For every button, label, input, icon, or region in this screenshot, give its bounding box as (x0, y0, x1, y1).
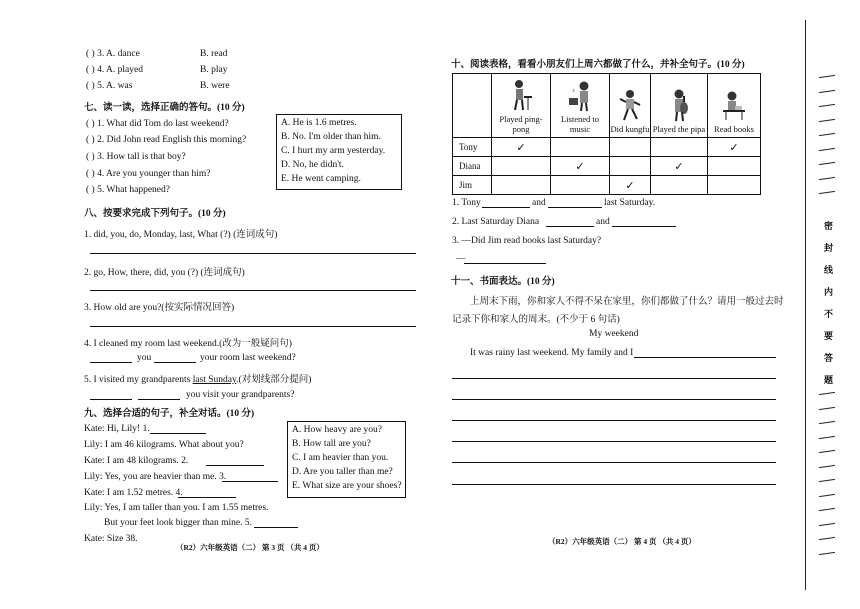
sec10-s2-blank-1[interactable] (546, 226, 594, 227)
sec7-opt-b: B. No. I'm older than him. (281, 132, 381, 142)
sec9-title: 九、选择合适的句子，补全对话。(10 分) (84, 409, 255, 419)
col-read-books: Read books (714, 124, 754, 134)
check-mark: ✓ (625, 179, 635, 192)
sec8-q5-instruction: .(对划线部分提问) (236, 375, 312, 385)
margin-dash (819, 162, 835, 165)
q6-item-5-b: B. were (200, 81, 230, 91)
margin-char: 密 (824, 221, 834, 231)
margin-dash (819, 479, 835, 482)
col-listened-to-music: Listened to music (560, 114, 599, 134)
margin-dash (819, 118, 835, 121)
margin-char: 不 (824, 309, 834, 319)
footer-left: （R2）六年级英语（二） 第 3 页 （共 4 页） (176, 543, 324, 552)
check-mark: ✓ (729, 141, 739, 154)
sec8-q2: 2. go, How, there, did, you (?) (连词成句) (84, 268, 245, 278)
sec7-q2: ( ) 2. Did John read English this morning? (86, 135, 247, 145)
sec8-q3: 3. How old are you?(按实际情况回答) (84, 303, 235, 313)
q6-item-3: ( ) 3. A. dance (86, 49, 140, 59)
margin-dash (819, 435, 835, 438)
sec11-start: It was rainy last weekend. My family and I (470, 348, 634, 358)
sec7-q4: ( ) 4. Are you younger than him? (86, 169, 211, 179)
sec8-q5-underlined: last Sunday (192, 375, 237, 385)
cell-jim-kungfu (610, 176, 651, 195)
margin-dash (819, 406, 835, 409)
row-name: Jim (453, 176, 492, 195)
margin-dash (819, 89, 835, 92)
sec9-line-7: But your feet look bigger than mine. 5. (104, 518, 253, 528)
sec9-line-3: Kate: I am 48 kilograms. 2. (84, 456, 189, 466)
margin-char: 线 (824, 265, 834, 275)
q6-item-4: ( ) 4. A. played (86, 65, 143, 75)
sec8-q5-rest: you visit your grandparents? (186, 390, 295, 400)
footer-right: （R2）六年级英语（二） 第 4 页 （共 4 页） (548, 537, 696, 546)
sec8-q4-blank-1[interactable] (90, 362, 132, 363)
sec8-q4-blank-2[interactable] (154, 362, 196, 363)
sec11-heading: My weekend (589, 329, 639, 339)
cell-tony-music (551, 138, 610, 157)
margin-rule (805, 20, 806, 590)
sec8-q4: 4. I cleaned my room last weekend.(改为一般疑问句) (84, 339, 292, 349)
svg-text:♪: ♪ (572, 88, 575, 94)
margin-dash (819, 464, 835, 467)
margin-dash (819, 421, 835, 424)
writing-line[interactable] (452, 399, 776, 400)
cell-diana-pipa (651, 157, 708, 176)
writing-line[interactable] (452, 420, 776, 421)
sec9-line-4: Lily: Yes, you are heavier than me. 3. (84, 472, 227, 482)
margin-char: 要 (824, 331, 834, 341)
sec8-q2-answer-line[interactable] (90, 290, 416, 291)
cell-diana-kungfu (610, 157, 651, 176)
sec9-opt-a: A. How heavy are you? (292, 425, 382, 435)
q6-item-4-b: B. play (200, 65, 228, 75)
sec11-prompt-2: 记录下你和家人的周末。(不少于 6 句话) (452, 315, 620, 325)
kungfu-icon (619, 88, 641, 122)
row-name: Diana (453, 157, 492, 176)
check-mark: ✓ (575, 160, 585, 173)
check-mark: ✓ (516, 141, 526, 154)
margin-char: 内 (824, 287, 834, 297)
sec7-q3: ( ) 3. How tall is that boy? (86, 152, 186, 162)
col-played-the-pipa: Played the pipa (652, 124, 706, 134)
cell-diana-ping-pong (492, 157, 551, 176)
sec9-line-8: Kate: Size 38. (84, 534, 138, 544)
sec9-line-2: Lily: I am 46 kilograms. What about you? (84, 440, 244, 450)
col-header (492, 74, 551, 138)
writing-line[interactable] (452, 441, 776, 442)
col-header (610, 74, 651, 138)
activity-table (452, 73, 761, 195)
sec7-q1: ( ) 1. What did Tom do last weekend? (86, 119, 229, 129)
margin-dash (819, 147, 835, 150)
ping-pong-icon (510, 78, 532, 112)
sec9-line-1: Kate: Hi, Lily! 1. (84, 424, 150, 434)
cell-tony-ping-pong (492, 138, 551, 157)
sec8-q3-answer-line[interactable] (90, 326, 416, 327)
sec9-line-6: Lily: Yes, I am taller than you. I am 1.55 metres. (84, 503, 269, 513)
col-header (551, 74, 610, 138)
margin-dash (819, 104, 835, 107)
margin-dash (819, 450, 835, 453)
sec8-q5 (84, 371, 311, 385)
sec9-blank-3[interactable] (222, 481, 278, 482)
margin-dash (819, 508, 835, 511)
table-row (453, 176, 761, 195)
sec9-opt-e: E. What size are your shoes? (292, 481, 402, 491)
sec10-s3-dash: — (456, 254, 466, 264)
writing-line[interactable] (452, 484, 776, 485)
sec8-q1-answer-line[interactable] (90, 253, 416, 254)
cell-diana-books (708, 157, 761, 176)
sec10-s3: 3. —Did Jim read books last Saturday? (452, 236, 602, 246)
sec10-s1-a: 1. Tony (452, 198, 481, 208)
cell-tony-books (708, 138, 761, 157)
writing-line[interactable] (634, 357, 776, 358)
cell-jim-books (708, 176, 761, 195)
sec9-line-5: Kate: I am 1.52 metres. 4. (84, 488, 183, 498)
sec8-q4-rest: your room last weekend? (200, 353, 296, 363)
sec11-prompt-1: 上周末下雨，你和家人不得不呆在家里，你们都做了什么？请用一般过去时 (470, 297, 784, 307)
margin-char: 题 (824, 375, 834, 385)
sec9-opt-c: C. I am heavier than you. (292, 453, 389, 463)
table-corner (453, 74, 492, 138)
cell-tony-kungfu (610, 138, 651, 157)
cell-diana-music (551, 157, 610, 176)
margin-dash (819, 551, 835, 554)
sec8-title: 八、按要求完成下列句子。(10 分) (84, 209, 226, 219)
sec8-q5-blank-1[interactable] (90, 399, 132, 400)
sec7-title: 七、读一读，选择正确的答句。(10 分) (84, 103, 245, 113)
margin-char: 封 (824, 243, 834, 253)
check-mark: ✓ (674, 160, 684, 173)
sec8-q5-text: 5. I visited my grandparents (84, 375, 193, 385)
sec10-s1-and: and (532, 198, 546, 208)
music-icon (569, 78, 591, 112)
sec11-title: 十一、书面表达。(10 分) (451, 277, 555, 287)
sec9-opt-d: D. Are you taller than me? (292, 467, 393, 477)
cell-jim-music (551, 176, 610, 195)
margin-dash (819, 191, 835, 194)
sec9-opt-b: B. How tall are you? (292, 439, 371, 449)
col-played-ping-pong: Played ping-pong (499, 114, 543, 134)
sec10-s2-a: 2. Last Saturday Diana (452, 217, 540, 227)
sec7-opt-d: D. No, he didn't. (281, 160, 344, 170)
sec7-opt-e: E. He went camping. (281, 174, 361, 184)
cell-tony-pipa (651, 138, 708, 157)
margin-dash (819, 75, 835, 78)
sec10-s2-blank-2[interactable] (612, 226, 676, 227)
table-row (453, 157, 761, 176)
pipa-icon (668, 88, 690, 122)
writing-line[interactable] (452, 378, 776, 379)
q6-item-5: ( ) 5. A. was (86, 81, 133, 91)
margin-dash (819, 537, 835, 540)
sec9-blank-2[interactable] (206, 465, 264, 466)
margin-char: 答 (824, 353, 834, 363)
writing-line[interactable] (452, 462, 776, 463)
sec8-q4-you: you (137, 353, 152, 363)
sec9-blank-1[interactable] (150, 433, 206, 434)
margin-dash (819, 493, 835, 496)
cell-jim-ping-pong (492, 176, 551, 195)
cell-jim-pipa (651, 176, 708, 195)
sec8-q1: 1. did, you, do, Monday, last, What (?) (连词成句) (84, 230, 278, 240)
sec10-title: 十、阅读表格，看看小朋友们上周六都做了什么，并补全句子。(10 分) (451, 60, 745, 70)
margin-dash (819, 522, 835, 525)
sec9-blank-4[interactable] (178, 497, 236, 498)
row-name: Tony (453, 138, 492, 157)
margin-dash (819, 392, 835, 395)
col-did-kungfu: Did kungfu (610, 124, 650, 134)
q6-item-3-b: B. read (200, 49, 228, 59)
col-header (708, 74, 761, 138)
sec10-s3-answer-line[interactable] (464, 263, 546, 264)
margin-dash (819, 176, 835, 179)
sec10-s1-blank-2[interactable] (548, 207, 602, 208)
sec10-s1-blank-1[interactable] (482, 207, 530, 208)
sec10-s2-and: and (596, 217, 610, 227)
sec8-q5-blank-2[interactable] (138, 399, 180, 400)
margin-dash (819, 133, 835, 136)
sec7-opt-c: C. I hurt my arm yesterday. (281, 146, 386, 156)
table-row (453, 138, 761, 157)
sec10-s1-end: last Saturday. (604, 198, 656, 208)
sec9-blank-5[interactable] (254, 527, 298, 528)
col-header (651, 74, 708, 138)
sec7-q5: ( ) 5. What happened? (86, 185, 170, 195)
sec7-opt-a: A. He is 1.6 metres. (281, 118, 357, 128)
reading-icon (723, 88, 745, 122)
